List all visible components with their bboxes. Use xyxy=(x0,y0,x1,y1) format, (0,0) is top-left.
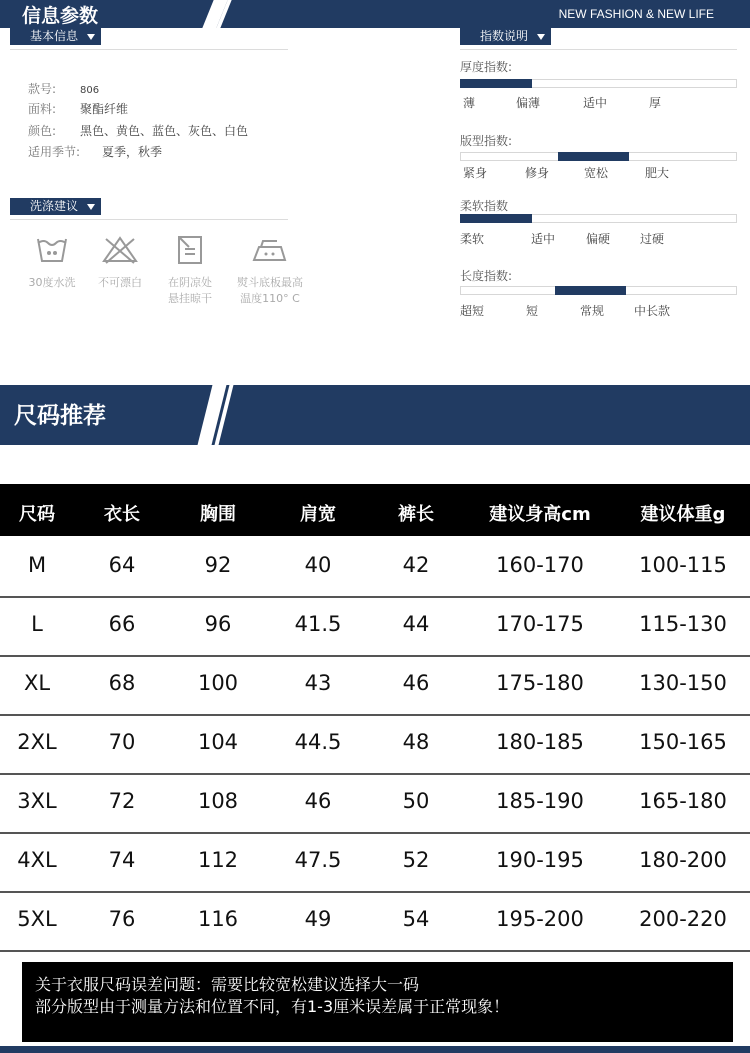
chevron-down-icon xyxy=(537,34,545,40)
table-header-cell: 裤长 xyxy=(398,504,434,525)
table-cell: 195-200 xyxy=(496,907,584,931)
wash-tag xyxy=(10,198,101,215)
row-divider xyxy=(0,832,750,834)
index-label: 紧身 xyxy=(463,166,488,180)
table-header-cell: 尺码 xyxy=(19,504,55,525)
info-label: 颜色: xyxy=(28,124,57,138)
table-header-cell: 建议身高cm xyxy=(489,504,591,525)
index-fill xyxy=(460,214,532,223)
table-cell: 96 xyxy=(204,612,232,636)
index-fill xyxy=(555,286,626,295)
no-bleach-icon xyxy=(100,235,140,265)
divider xyxy=(460,49,737,50)
table-cell: XL xyxy=(23,671,51,695)
iron-icon xyxy=(251,235,289,265)
table-cell: 46 xyxy=(402,671,430,695)
table-cell: 112 xyxy=(197,848,239,872)
table-cell: 180-200 xyxy=(639,848,727,872)
index-track xyxy=(460,286,737,295)
index-label: 适中 xyxy=(531,232,556,246)
hang-dry-shade-icon xyxy=(175,235,205,265)
table-cell: 3XL xyxy=(17,789,57,813)
table-cell: 160-170 xyxy=(496,553,584,577)
wash-item-iron xyxy=(230,235,310,307)
index-label: 柔软 xyxy=(460,232,485,246)
table-cell: 54 xyxy=(402,907,430,931)
info-row-style-no xyxy=(28,80,99,97)
table-cell: 44 xyxy=(402,612,430,636)
table-cell: 68 xyxy=(108,671,136,695)
table-cell: 50 xyxy=(402,789,430,813)
info-row-color xyxy=(28,122,248,139)
info-label: 适用季节: xyxy=(28,145,81,159)
index-label: 短 xyxy=(526,304,539,318)
wash-item-30 xyxy=(22,235,82,291)
index-label: 薄 xyxy=(463,96,476,110)
info-row-season xyxy=(28,143,162,160)
table-cell: 5XL xyxy=(17,907,57,931)
basic-info-tag-label: 基本信息 xyxy=(30,29,79,43)
size-section-title: 尺码推荐 xyxy=(14,403,106,429)
row-divider xyxy=(0,950,750,952)
index-label: 偏薄 xyxy=(516,96,541,110)
row-divider xyxy=(0,714,750,716)
table-cell: 100 xyxy=(197,671,239,695)
row-divider xyxy=(0,655,750,657)
wash-item-no-bleach xyxy=(90,235,150,291)
index-label: 过硬 xyxy=(640,232,665,246)
wash-item-hang-dry xyxy=(158,235,222,307)
table-cell: 74 xyxy=(108,848,136,872)
wash-text: 不可漂白 xyxy=(98,276,142,289)
table-cell: 48 xyxy=(402,730,430,754)
info-row-fabric xyxy=(28,100,128,117)
info-value: 黑色、黄色、蓝色、灰色、白色 xyxy=(80,124,249,138)
index-track xyxy=(460,79,737,88)
index-title: 长度指数: xyxy=(460,269,513,283)
wash-tag-label: 洗涤建议 xyxy=(30,199,79,213)
info-label: 款号: xyxy=(28,82,57,96)
table-cell: 52 xyxy=(402,848,430,872)
table-cell: 44.5 xyxy=(294,730,342,754)
index-label: 厚 xyxy=(649,96,662,110)
index-label: 适中 xyxy=(583,96,608,110)
info-value: 夏季，秋季 xyxy=(102,145,163,159)
row-divider xyxy=(0,596,750,598)
index-label: 超短 xyxy=(460,304,485,318)
info-value: 聚酯纤维 xyxy=(80,102,129,116)
size-banner xyxy=(0,385,750,445)
table-cell: 200-220 xyxy=(639,907,727,931)
table-cell: 2XL xyxy=(17,730,57,754)
index-fill xyxy=(460,79,532,88)
table-cell: 70 xyxy=(108,730,136,754)
index-track xyxy=(460,152,737,161)
table-cell: 175-180 xyxy=(496,671,584,695)
table-cell: 150-165 xyxy=(639,730,727,754)
wash-text: 30度水洗 xyxy=(28,276,76,289)
table-cell: L xyxy=(31,612,43,636)
index-label: 中长款 xyxy=(634,304,671,318)
index-tag xyxy=(460,28,551,45)
info-value: 806 xyxy=(80,85,100,96)
table-cell: 190-195 xyxy=(496,848,584,872)
wash-text: 熨斗底板最高 xyxy=(237,276,303,289)
basic-info-tag xyxy=(10,28,101,45)
table-cell: 49 xyxy=(304,907,332,931)
table-cell: 4XL xyxy=(17,848,57,872)
table-cell: 42 xyxy=(402,553,430,577)
divider xyxy=(10,49,288,50)
wash-30-icon xyxy=(34,235,70,265)
table-cell: 170-175 xyxy=(496,612,584,636)
index-tag-label: 指数说明 xyxy=(480,29,529,43)
row-divider xyxy=(0,773,750,775)
table-cell: 116 xyxy=(197,907,239,931)
chevron-down-icon xyxy=(87,34,95,40)
index-label: 肥大 xyxy=(645,166,670,180)
table-cell: 76 xyxy=(108,907,136,931)
table-cell: 100-115 xyxy=(639,553,727,577)
table-cell: 92 xyxy=(204,553,232,577)
index-label: 常规 xyxy=(580,304,605,318)
table-cell: 130-150 xyxy=(639,671,727,695)
divider xyxy=(10,219,288,220)
table-header-cell: 建议体重g xyxy=(640,504,726,525)
index-label: 修身 xyxy=(525,166,550,180)
wash-text: 悬挂晾干 xyxy=(168,292,212,305)
table-cell: 185-190 xyxy=(496,789,584,813)
index-label: 偏硬 xyxy=(586,232,611,246)
index-track xyxy=(460,214,737,223)
row-divider xyxy=(0,891,750,893)
table-cell: 180-185 xyxy=(496,730,584,754)
table-cell: 41.5 xyxy=(294,612,342,636)
table-cell: 115-130 xyxy=(639,612,727,636)
table-cell: 47.5 xyxy=(294,848,342,872)
wash-text: 在阴凉处 xyxy=(168,276,212,289)
table-cell: 46 xyxy=(304,789,332,813)
table-cell: M xyxy=(27,553,47,577)
chevron-down-icon xyxy=(87,204,95,210)
table-cell: 165-180 xyxy=(639,789,727,813)
note-line-1: 关于衣服尺码误差问题：需要比较宽松建议选择大一码 xyxy=(35,975,420,994)
table-header-cell: 衣长 xyxy=(104,504,140,525)
index-title: 厚度指数: xyxy=(460,60,513,74)
table-cell: 72 xyxy=(108,789,136,813)
bottom-strip xyxy=(0,1046,750,1053)
index-fill xyxy=(558,152,629,161)
table-cell: 104 xyxy=(197,730,239,754)
table-cell: 64 xyxy=(108,553,136,577)
info-label: 面料: xyxy=(28,102,57,116)
table-header-cell: 胸围 xyxy=(200,504,236,525)
table-cell: 108 xyxy=(197,789,239,813)
index-title: 版型指数: xyxy=(460,134,513,148)
table-cell: 43 xyxy=(304,671,332,695)
note-line-2: 部分版型由于测量方法和位置不同，有1-3厘米误差属于正常现象！ xyxy=(35,997,510,1016)
index-title: 柔软指数 xyxy=(460,199,509,213)
table-header-cell: 肩宽 xyxy=(300,504,336,525)
page-subtitle: NEW FASHION & NEW LIFE xyxy=(558,7,714,21)
index-label: 宽松 xyxy=(584,166,609,180)
wash-text: 温度110° C xyxy=(240,292,300,305)
page-title: 信息参数 xyxy=(22,5,99,27)
table-cell: 66 xyxy=(108,612,136,636)
table-cell: 40 xyxy=(304,553,332,577)
